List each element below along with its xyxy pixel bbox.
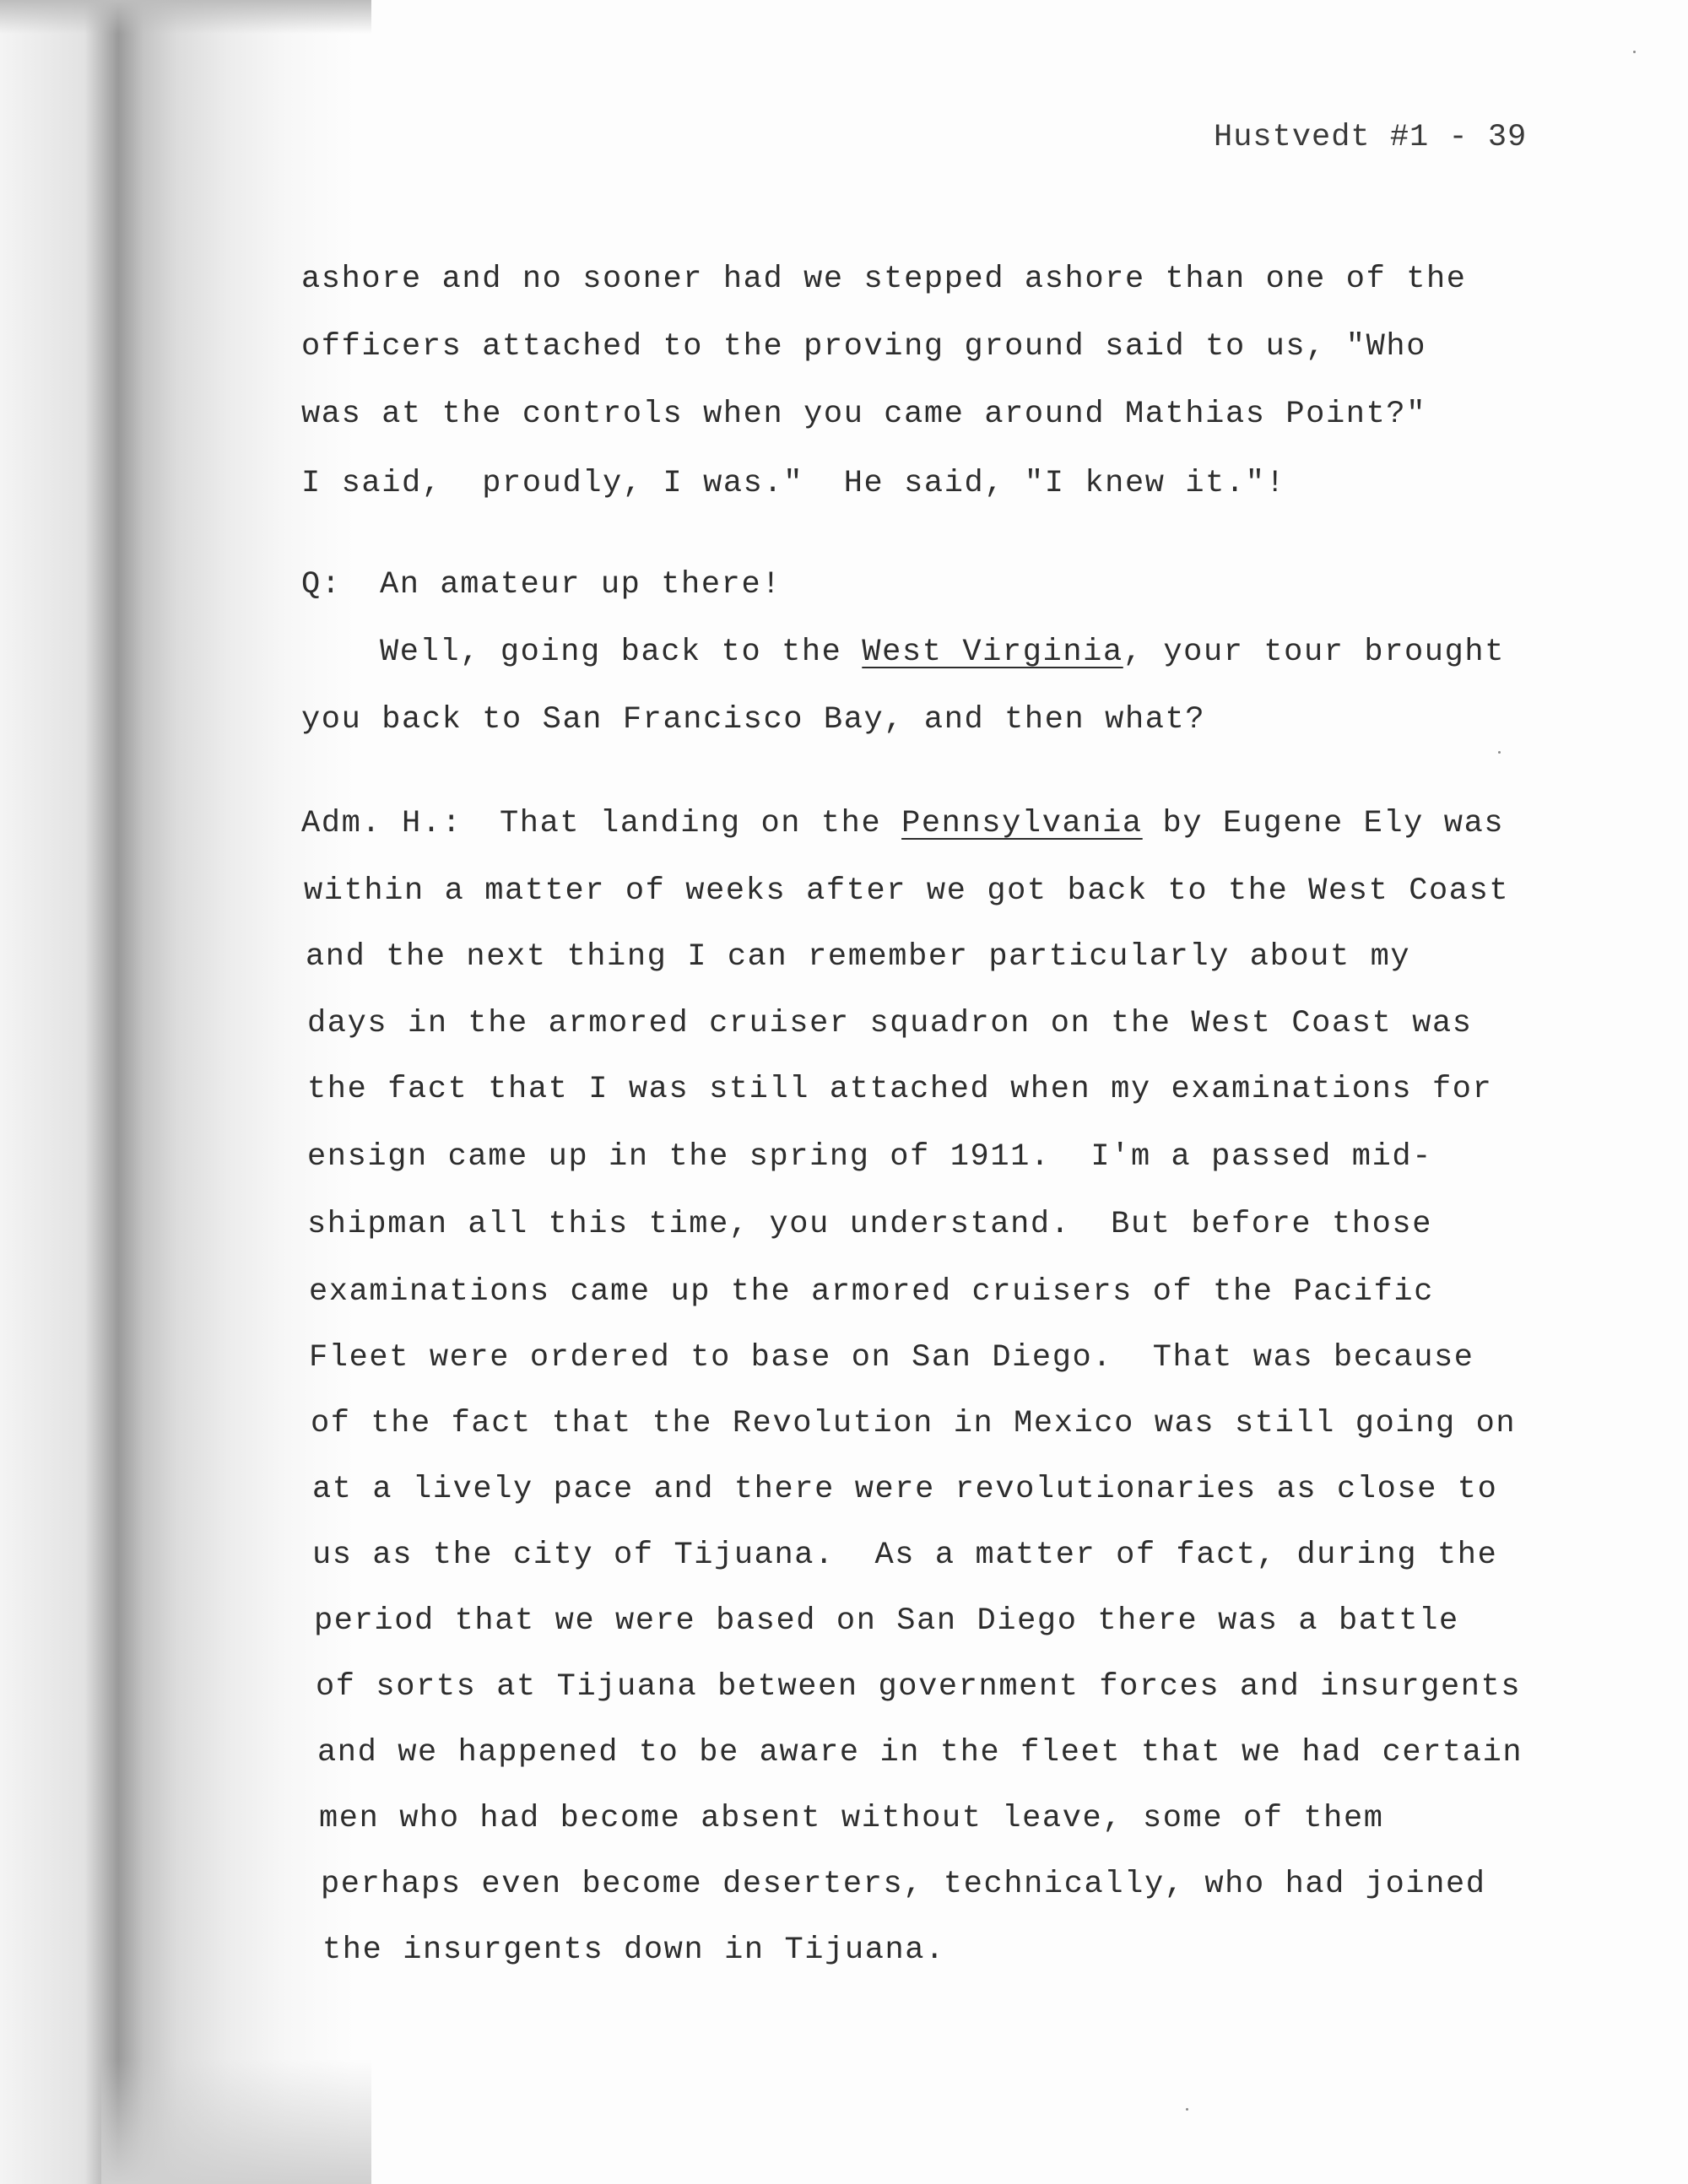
scan-speck bbox=[1633, 51, 1636, 53]
question-text: An amateur up there! bbox=[380, 567, 782, 603]
text-line: perhaps even become deserters, technically, who had joined bbox=[321, 1867, 1486, 1902]
text-line: of sorts at Tijuana between government forces and insurgents bbox=[316, 1669, 1522, 1705]
text-line: the fact that I was still attached when my examinations for bbox=[307, 1072, 1493, 1107]
text-line: ensign came up in the spring of 1911. I'm a passed mid- bbox=[307, 1139, 1433, 1175]
scan-speck bbox=[1186, 2108, 1188, 2111]
text-line: Fleet were ordered to base on San Diego. That was because bbox=[309, 1340, 1474, 1376]
speaker-label-q: Q: bbox=[301, 567, 342, 603]
text-line: and we happened to be aware in the fleet that we had certain bbox=[317, 1735, 1523, 1770]
page-bottom-shadow bbox=[101, 2059, 371, 2184]
ship-name-west-virginia: West Virginia bbox=[862, 635, 1123, 670]
text-line: was at the controls when you came around Mathias Point?" bbox=[301, 397, 1427, 432]
text-line: shipman all this time, you understand. But before those bbox=[307, 1207, 1433, 1242]
text-run: Well, going back to the bbox=[380, 635, 863, 670]
text-line: period that we were based on San Diego there was a battle bbox=[314, 1603, 1459, 1639]
text-line: ashore and no sooner had we stepped ashore than one of the bbox=[301, 262, 1467, 297]
text-line: within a matter of weeks after we got back to the West Coast bbox=[304, 873, 1510, 909]
text-line: the insurgents down in Tijuana. bbox=[322, 1933, 945, 1968]
text-line: officers attached to the proving ground said to us, "Who bbox=[301, 329, 1427, 365]
speaker-label-adm-h: Adm. H.: bbox=[301, 806, 463, 841]
text-line: and the next thing I can remember particularly about my bbox=[306, 939, 1411, 975]
text-line bbox=[500, 806, 1504, 841]
text-line: you back to San Francisco Bay, and then what? bbox=[301, 702, 1206, 738]
ship-name-pennsylvania: Pennsylvania bbox=[901, 806, 1143, 841]
text-run: , your tour brought bbox=[1123, 635, 1506, 670]
text-line: I said, proudly, I was." He said, "I knew it."! bbox=[301, 466, 1286, 501]
text-line: examinations came up the armored cruisers of the Pacific bbox=[309, 1274, 1435, 1310]
text-line: at a lively pace and there were revolutionaries as close to bbox=[312, 1472, 1498, 1507]
text-run: That landing on the bbox=[500, 806, 902, 841]
page-number: Hustvedt #1 - 39 bbox=[1214, 120, 1528, 155]
page-gutter-shadow bbox=[0, 0, 354, 2184]
page-top-shadow bbox=[0, 0, 371, 34]
text-run: by Eugene Ely was bbox=[1142, 806, 1505, 841]
text-line: of the fact that the Revolution in Mexico was still going on bbox=[311, 1406, 1517, 1441]
scan-speck bbox=[1498, 751, 1501, 754]
text-line bbox=[380, 635, 1505, 670]
text-line: men who had become absent without leave, some of them bbox=[319, 1801, 1384, 1836]
text-line: days in the armored cruiser squadron on the West Coast was bbox=[307, 1006, 1473, 1041]
text-line: us as the city of Tijuana. As a matter of fact, during the bbox=[312, 1538, 1498, 1573]
